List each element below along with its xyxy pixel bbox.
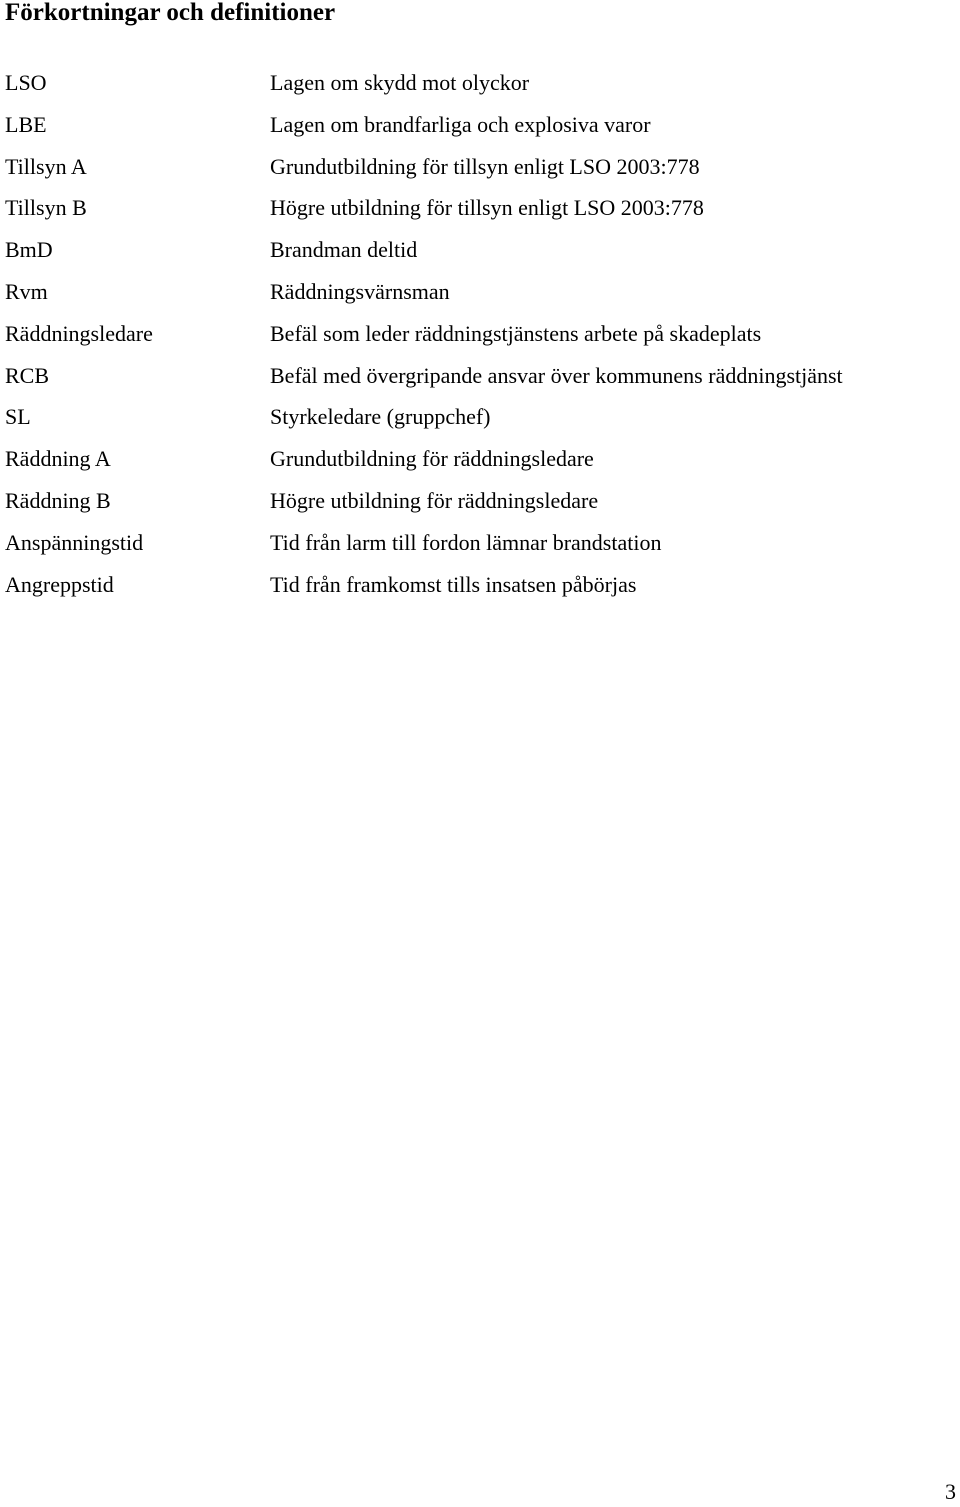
definition-term: Rvm <box>5 278 48 304</box>
definition-description: Räddningsvärnsman <box>270 278 450 304</box>
page-number: 3 <box>945 1479 956 1504</box>
definition-row <box>5 274 945 316</box>
definition-description: Befäl som leder räddningstjänstens arbete på skadeplats <box>270 320 762 346</box>
definition-term: RCB <box>5 362 50 388</box>
definition-description: Grundutbildning för räddningsledare <box>270 446 594 472</box>
definition-description: Styrkeledare (gruppchef) <box>270 404 491 430</box>
definition-term: LBE <box>5 111 47 137</box>
definition-row <box>5 190 945 232</box>
definition-row <box>5 483 945 525</box>
page-title: Förkortningar och definitioner <box>5 0 336 26</box>
definition-term: Räddningsledare <box>5 320 153 346</box>
definition-description: Lagen om skydd mot olyckor <box>270 70 530 95</box>
definition-row <box>5 107 945 149</box>
definition-term: LSO <box>5 70 47 95</box>
definition-description: Tid från larm till fordon lämnar brandstation <box>270 529 662 555</box>
definition-description: Grundutbildning för tillsyn enligt LSO 2003:778 <box>270 153 700 179</box>
definition-term: Angreppstid <box>5 571 114 597</box>
definition-row <box>5 316 945 358</box>
definitions-list <box>5 65 945 608</box>
definition-row <box>5 441 945 483</box>
definition-row <box>5 399 945 441</box>
definition-description: Befäl med övergripande ansvar över kommunens räddningstjänst <box>270 362 843 388</box>
definition-row <box>5 358 945 400</box>
definition-description: Tid från framkomst tills insatsen påbörjas <box>270 571 637 597</box>
definition-term: Tillsyn A <box>5 153 87 179</box>
definition-term: Räddning B <box>5 487 111 513</box>
definition-description: Lagen om brandfarliga och explosiva varor <box>270 111 651 137</box>
definition-term: Räddning A <box>5 446 111 472</box>
definition-description: Brandman deltid <box>270 237 418 263</box>
definition-term: Anspänningstid <box>5 529 144 555</box>
definition-row <box>5 525 945 567</box>
definition-description: Högre utbildning för tillsyn enligt LSO 2003:778 <box>270 195 704 221</box>
definition-term: BmD <box>5 237 53 263</box>
definition-row <box>5 567 945 609</box>
definition-description: Högre utbildning för räddningsledare <box>270 487 599 513</box>
definition-term: SL <box>5 404 31 430</box>
definition-row <box>5 149 945 191</box>
definition-term: Tillsyn B <box>5 195 87 221</box>
definition-row <box>5 232 945 274</box>
definition-row <box>5 65 945 107</box>
